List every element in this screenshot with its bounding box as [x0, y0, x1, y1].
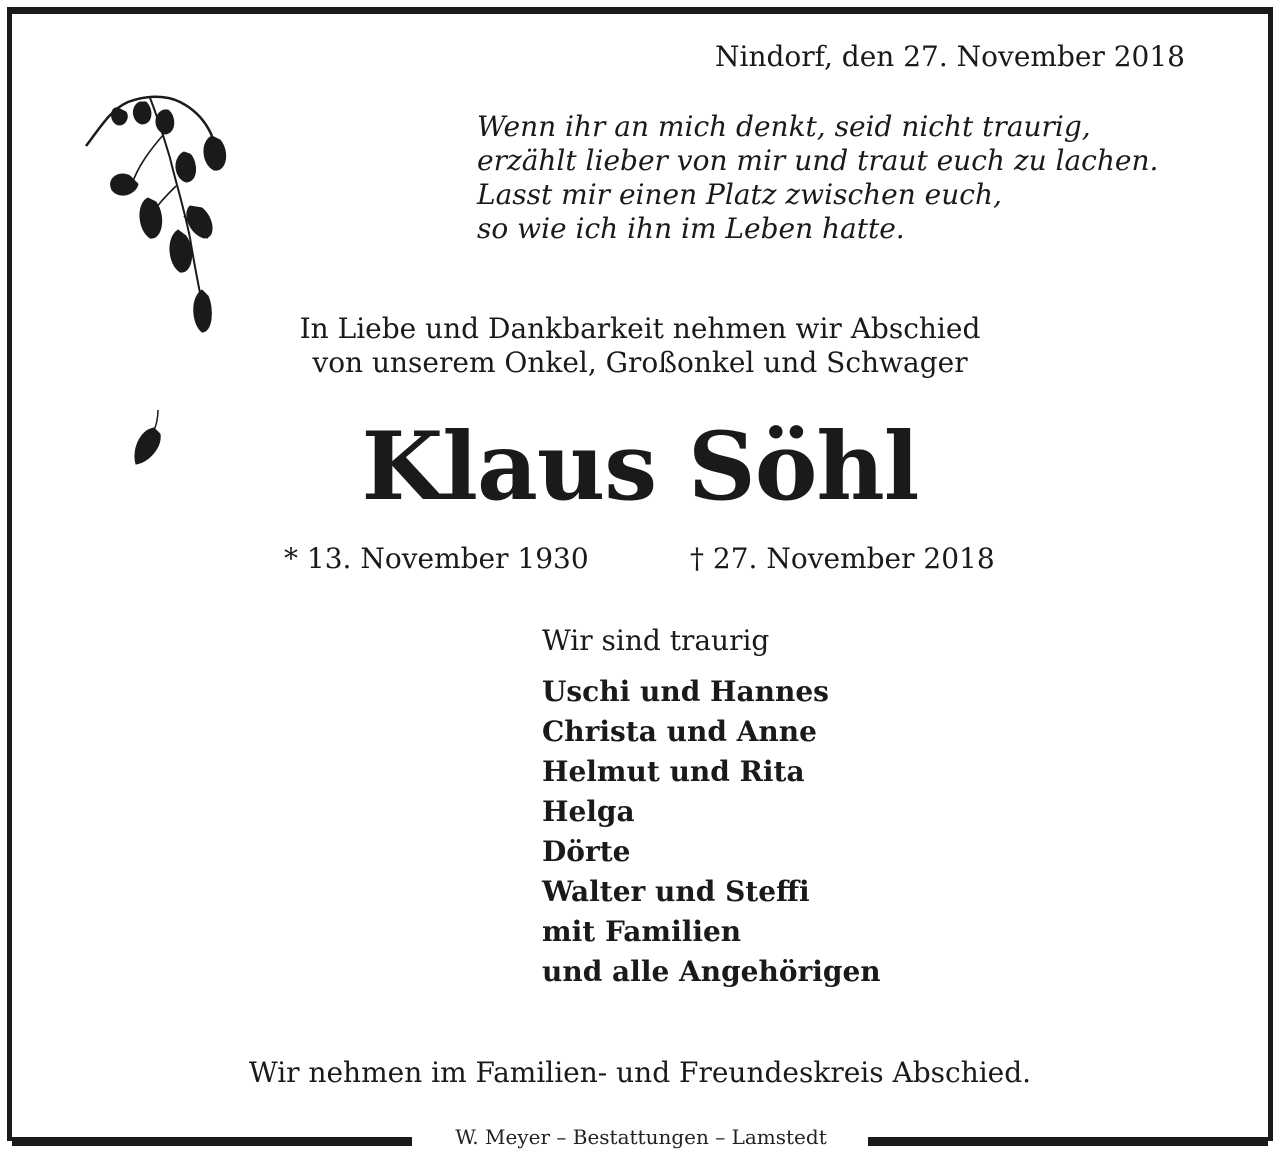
- death-date: † 27. November 2018: [690, 542, 995, 575]
- poem-line: so wie ich ihn im Leben hatte.: [477, 212, 905, 245]
- mourner-name: Helga: [542, 795, 635, 828]
- mourner-name: Uschi und Hannes: [542, 675, 829, 708]
- closing-note: Wir nehmen im Familien- und Freundeskreis Abschied.: [248, 1056, 1032, 1089]
- mourner-name: mit Familien: [542, 915, 742, 948]
- poem-line: erzählt lieber von mir und traut euch zu lachen.: [477, 144, 1159, 177]
- footer-rule-right: [868, 1137, 1268, 1146]
- birch-branch-icon: [80, 88, 250, 338]
- poem-line: Wenn ihr an mich denkt, seid nicht traurig,: [477, 110, 1091, 143]
- mourner-name: Christa und Anne: [542, 715, 817, 748]
- deceased-name: Klaus Söhl: [361, 412, 919, 522]
- poem: [477, 110, 1158, 246]
- intro-line-2: von unserem Onkel, Großonkel und Schwager: [312, 346, 968, 379]
- farewell-intro: [240, 312, 1040, 380]
- mourners-intro: Wir sind traurig: [542, 624, 770, 657]
- mourner-name: Dörte: [542, 835, 631, 868]
- place-and-date: Nindorf, den 27. November 2018: [714, 40, 1185, 73]
- mourner-name: Walter und Steffi: [542, 875, 810, 908]
- mourners-list: [542, 672, 881, 992]
- falling-leaf-icon: [128, 406, 168, 470]
- mourner-name: und alle Angehörigen: [542, 955, 881, 988]
- poem-line: Lasst mir einen Platz zwischen euch,: [477, 178, 1002, 211]
- birth-date: * 13. November 1930: [284, 542, 589, 575]
- footer-rule-left: [12, 1137, 412, 1146]
- funeral-home-credit: W. Meyer – Bestattungen – Lamstedt: [416, 1125, 866, 1149]
- intro-line-1: In Liebe und Dankbarkeit nehmen wir Abschied: [299, 312, 981, 345]
- mourner-name: Helmut und Rita: [542, 755, 805, 788]
